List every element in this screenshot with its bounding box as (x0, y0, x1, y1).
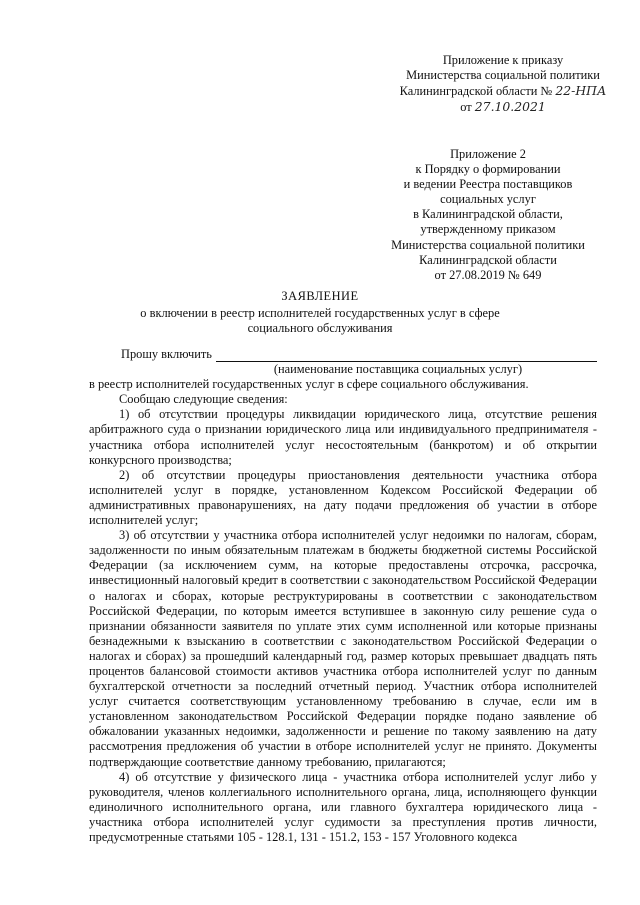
document-title: ЗАЯВЛЕНИЕ (281, 289, 359, 303)
handwritten-order-number: 22-НПА (555, 83, 607, 99)
info-intro: Сообщаю следующие сведения: (119, 392, 288, 407)
procedure-annex-header (372, 147, 604, 283)
annex-line: и ведении Реестра поставщиков (403, 177, 573, 192)
list-item: 2) об отсутствии процедуры приостановления деятельности участника отбора исполнителей услуг в порядке, установленном Кодексом Российской Федерации об административных правонарушениях, на дату подачи предложения об участии в отборе исполнителей услуг; (89, 467, 597, 528)
annex-line: Министерства социальной политики (391, 237, 585, 252)
provider-name-caption: (наименование поставщика социальных услуг) (273, 362, 523, 377)
request-prefix: Прошу включить (121, 347, 212, 361)
order-annex-header (388, 53, 618, 115)
list-item: 3) об отсутствии у участника отбора исполнителей услуг недоимки по налогам, сборам, задолженности по иным обязательным платежам в бюджеты бюджетной системы Российской Федерации (за исключением сумм, на которые предоставлены отсрочка, рассрочка, инвестиционный налоговый кредит в соответствии с законодательством Российской Федерации о налогах и сборах, которые реструктурированы в соответствии с законодательством Российской Федерации, по которым имеется вступившее в законную силу решение суда о признании обязанности заявителя по уплате этих сумм исполненной или которые признаны безнадежными к взысканию в соответствии с законодательством Российской Федерации о налогах и сборах) за прошедший календарный год, размер которых превышает двадцать пять процентов балансовой стоимости активов участника отбора исполнителей услуг по данным бухгалтерской отчетности за последний отчетный период. Участник отбора исполнителей услуг считается соответствующим установленному требованию в случае, если им в установленном законодательством Российской Федерации порядке подано заявление об обжаловании указанных недоимки, задолженности и решение по такому заявлению на дату рассмотрения предложения об участии в отборе исполнителей услуг не принято. Документы подтверждающие соответствие данному требованию, прилагаются; (89, 528, 597, 769)
order-number-prefix: Калининградской области № (399, 84, 553, 99)
document-body (89, 347, 597, 845)
document-subtitle: о включении в реестр исполнителей государственных услуг в сфере социального обслуживания (140, 306, 500, 336)
order-date-line (388, 99, 618, 115)
order-date-prefix: от (460, 100, 472, 115)
provider-name-blank (216, 349, 597, 362)
annex-line: Калининградской области (419, 252, 557, 267)
order-header-line: Приложение к приказу (442, 53, 564, 67)
order-header-line: Министерства социальной политики (406, 68, 600, 83)
request-continuation: в реестр исполнителей государственных услуг в сфере социального обслуживания. (89, 377, 529, 392)
annex-line: к Порядку о формировании (415, 162, 561, 177)
handwritten-order-date: 27.10.2021 (474, 99, 546, 115)
annex-line: Приложение 2 (450, 147, 526, 161)
list-item: 1) об отсутствии процедуры ликвидации юридического лица, отсутствие решения арбитражного суда о признании юридического лица или индивидуального предпринимателя - участника отбора исполнителей услуг несостоятельным (банкротом) и об открытии конкурсного производства; (89, 407, 597, 467)
annex-line: социальных услуг (440, 192, 536, 207)
order-number-line (388, 83, 618, 99)
request-line (121, 347, 597, 362)
annex-line: от 27.08.2019 № 649 (434, 267, 542, 282)
annex-line: в Калининградской области, (413, 207, 563, 222)
annex-line: утвержденному приказом (420, 222, 556, 237)
list-item: 4) об отсутствие у физического лица - участника отбора исполнителей услуг либо у руководителя, членов коллегиального исполнительного органа, лица, исполняющего функции единоличного исполнительного органа, или главного бухгалтера юридического лица - участника отбора исполнителей услуг судимости за преступления против личности, предусмотренные статьями 105 - 128.1, 131 - 151.2, 153 - 157 Уголовного кодекса (89, 769, 597, 844)
